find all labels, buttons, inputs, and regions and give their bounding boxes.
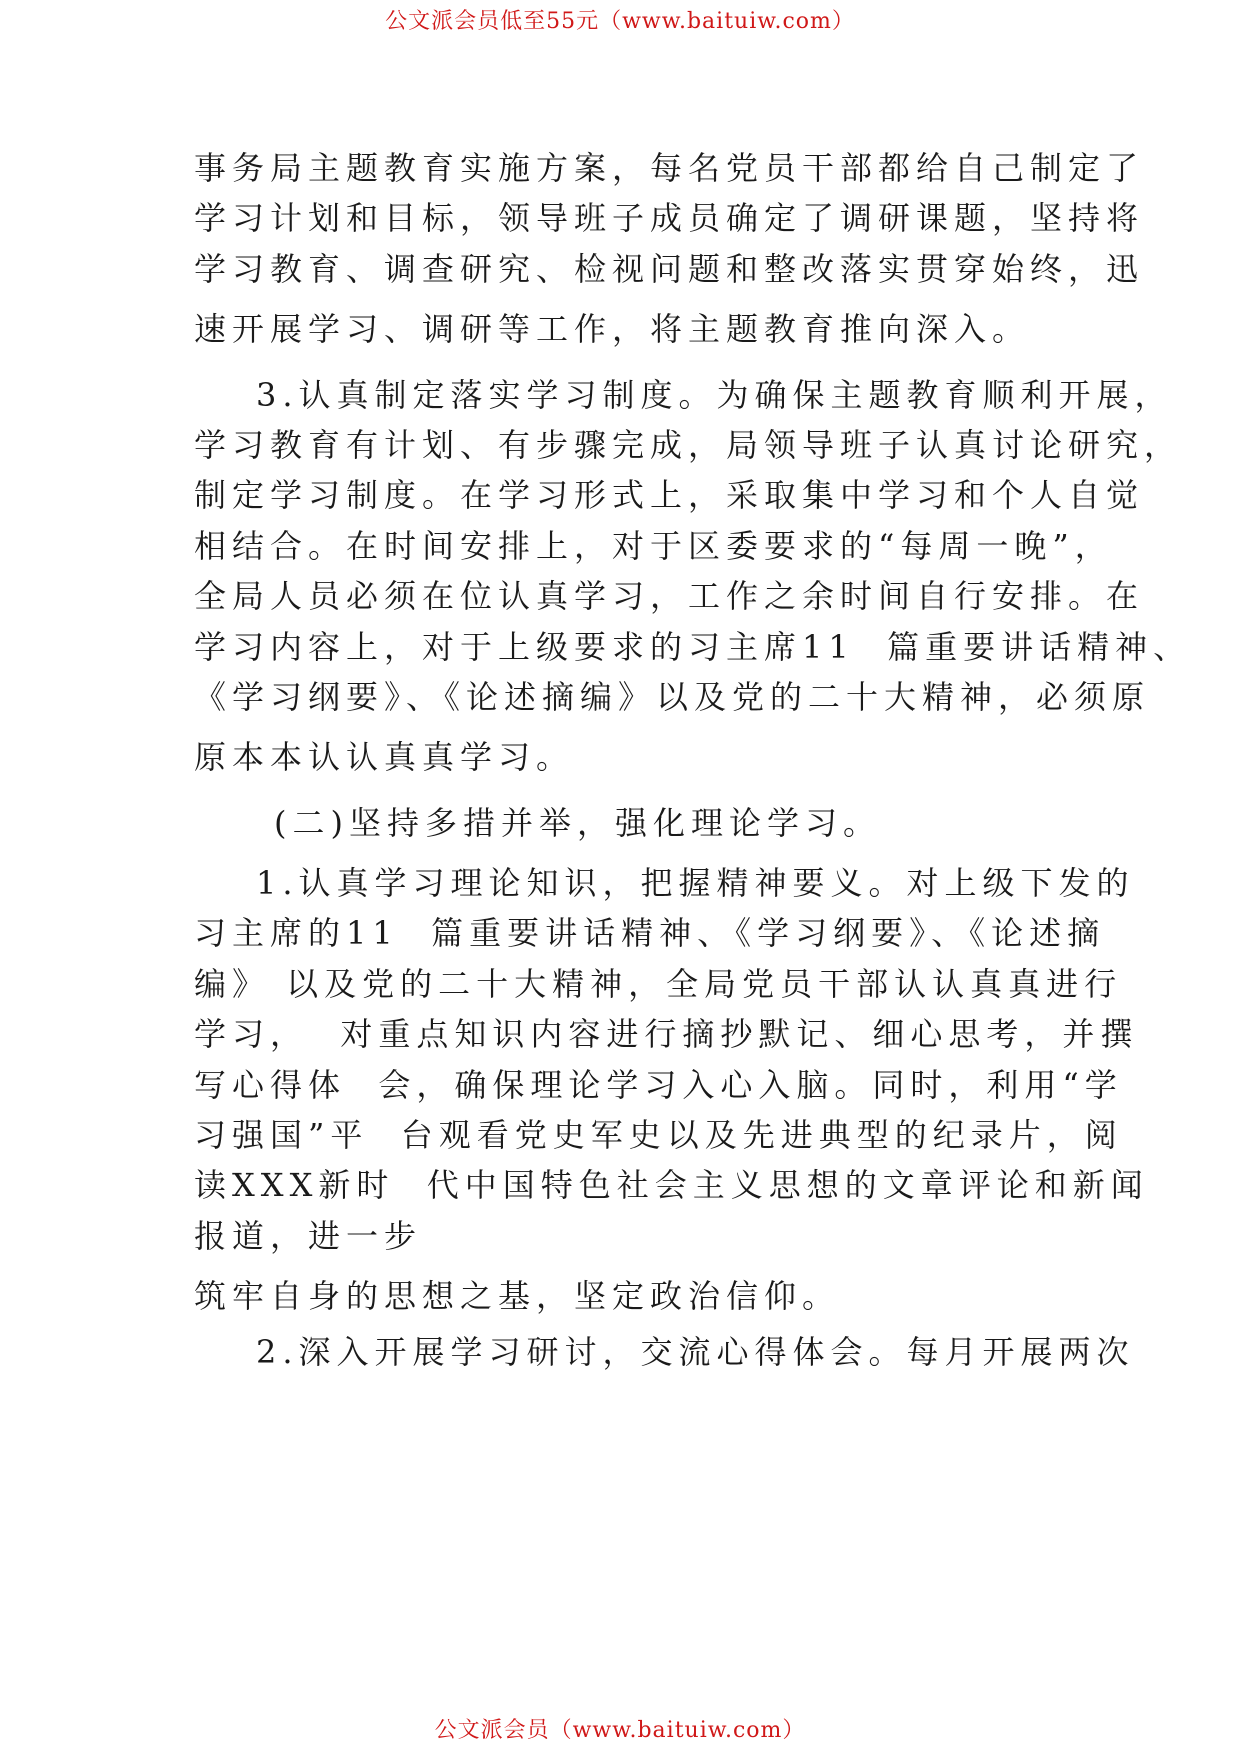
- footer-watermark-link[interactable]: 公文派会员（www.baituiw.com）: [434, 1718, 806, 1743]
- paragraph-line: 编》 以及党的二十大精神，全局党员干部认认真真进行: [194, 965, 1123, 1003]
- paragraph-line: 全局人员必须在位认真学习，工作之余时间自行安排。在: [194, 577, 1145, 615]
- paragraph-line: 1.认真学习理论知识，把握精神要义。对上级下发的: [256, 864, 1135, 902]
- paragraph-line: 报道，进一步: [194, 1217, 423, 1255]
- paragraph-line: 相结合。在时间安排上，对于区委要求的“每周一晚”，: [194, 527, 1113, 565]
- paragraph-line: 《学习纲要》、《论述摘编》以及党的二十大精神，必须原: [194, 678, 1151, 716]
- paragraph-line: 事务局主题教育实施方案，每名党员干部都给自己制定了: [194, 149, 1145, 187]
- paragraph-line: 速开展学习、调研等工作，将主题教育推向深入。: [194, 310, 1031, 348]
- paragraph-line: 原本本认认真真学习。: [194, 738, 575, 776]
- header-watermark-link[interactable]: 公文派会员低至55元（www.baituiw.com）: [385, 9, 855, 34]
- paragraph-line: 读XXX新时 代中国特色社会主义思想的文章评论和新闻: [194, 1166, 1149, 1204]
- paragraph-line: 3.认真制定落实学习制度。为确保主题教育顺利开展，: [256, 376, 1173, 414]
- paragraph-line: 习主席的11 篇重要讲话精神、《学习纲要》、《论述摘: [194, 914, 1106, 952]
- paragraph-line: 学习， 对重点知识内容进行摘抄默记、细心思考，并撰: [194, 1015, 1139, 1053]
- paragraph-line: 学习教育有计划、有步骤完成，局领导班子认真讨论研究，: [194, 426, 1183, 464]
- paragraph-line: 制定学习制度。在学习形式上，采取集中学习和个人自觉: [194, 476, 1145, 514]
- paragraph-line: 写心得体 会，确保理论学习入心入脑。同时，利用“学: [194, 1066, 1123, 1104]
- paragraph-line: 2.深入开展学习研讨，交流心得体会。每月开展两次: [256, 1333, 1135, 1371]
- paragraph-line: 习强国”平 台观看党史军史以及先进典型的纪录片，阅: [194, 1116, 1123, 1154]
- paragraph-line: 学习教育、调查研究、检视问题和整改落实贯穿始终，迅: [194, 250, 1145, 288]
- paragraph-line: 学习计划和目标，领导班子成员确定了调研课题，坚持将: [194, 199, 1145, 237]
- paragraph-line: 筑牢自身的思想之基，坚定政治信仰。: [194, 1277, 841, 1315]
- paragraph-line: 学习内容上，对于上级要求的习主席11 篇重要讲话精神、: [194, 628, 1192, 666]
- section-heading: (二)坚持多措并举，强化理论学习。: [274, 804, 881, 842]
